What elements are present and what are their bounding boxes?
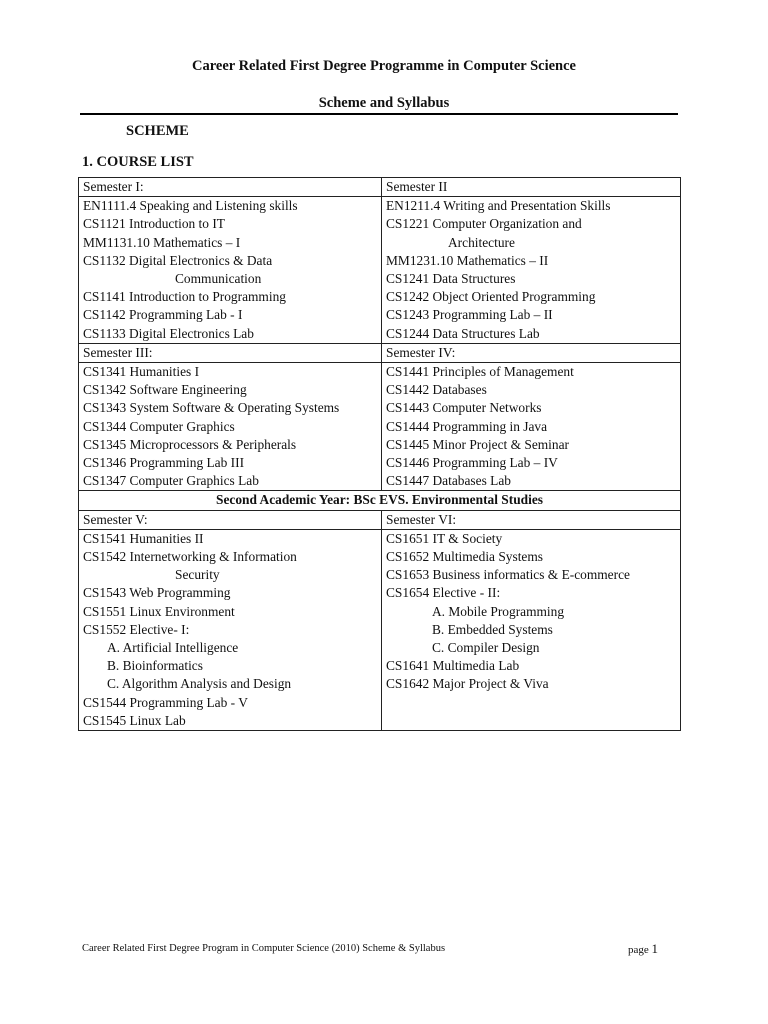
course-line: CS1343 System Software & Operating Systems — [83, 400, 340, 416]
course-line: CS1441 Principles of Management — [386, 364, 574, 380]
semester-heading-cell: Semester III: — [79, 343, 382, 362]
elective-option: C. Compiler Design — [432, 640, 540, 656]
document-subtitle: Scheme and Syllabus — [318, 95, 450, 111]
semester-heading-cell: Semester II — [382, 178, 681, 197]
semester-3-courses — [79, 363, 382, 491]
course-line: CS1542 Internetworking & Information — [83, 549, 297, 565]
semester-heading-cell: Semester VI: — [382, 510, 681, 529]
table-row — [79, 197, 681, 344]
course-line: CS1244 Data Structures Lab — [386, 325, 540, 341]
page-number-value: 1 — [651, 941, 659, 956]
course-line: CS1653 Business informatics & E-commerce — [386, 567, 630, 583]
footer-text: Career Related First Degree Program in Computer Science (2010) Scheme & Syllabus — [82, 943, 446, 954]
elective-option: A. Artificial Intelligence — [107, 640, 239, 656]
course-table — [78, 177, 681, 731]
table-row — [79, 529, 681, 730]
course-line: CS1241 Data Structures — [386, 271, 516, 287]
semester-heading-cell: Semester I: — [79, 178, 382, 197]
course-line: CS1447 Databases Lab — [386, 473, 511, 489]
academic-year-band: Second Academic Year: BSc EVS. Environmental Studies — [79, 491, 681, 510]
course-line: CS1651 IT & Society — [386, 530, 503, 546]
course-line: CS1346 Programming Lab III — [83, 455, 245, 471]
scheme-heading: SCHEME — [126, 123, 189, 139]
course-line: CS1446 Programming Lab – IV — [386, 455, 558, 471]
course-line: CS1541 Humanities II — [83, 530, 204, 546]
document-title: Career Related First Degree Programme in Computer Science — [192, 58, 576, 74]
course-line: CS1132 Digital Electronics & Data — [83, 252, 273, 268]
table-row — [79, 178, 681, 197]
elective-option: C. Algorithm Analysis and Design — [107, 676, 292, 692]
elective-option: B. Bioinformatics — [107, 658, 203, 674]
course-line: CS1347 Computer Graphics Lab — [83, 473, 259, 489]
header-rule — [80, 113, 678, 115]
course-line: CS1141 Introduction to Programming — [83, 289, 286, 305]
semester-4-courses — [382, 363, 681, 491]
table-row — [79, 510, 681, 529]
course-line: CS1243 Programming Lab – II — [386, 307, 553, 323]
course-line: MM1231.10 Mathematics – II — [386, 252, 549, 268]
semester-1-courses — [79, 197, 382, 344]
course-line: CS1545 Linux Lab — [83, 712, 186, 728]
course-line: CS1242 Object Oriented Programming — [386, 289, 596, 305]
course-line: CS1654 Elective - II: — [386, 585, 501, 601]
semester-6-courses — [382, 529, 681, 730]
table-row — [79, 343, 681, 362]
course-line: CS1344 Computer Graphics — [83, 418, 235, 434]
course-line: CS1342 Software Engineering — [83, 382, 247, 398]
course-line: EN1211.4 Writing and Presentation Skills — [386, 198, 611, 214]
course-list-heading: 1. COURSE LIST — [82, 154, 194, 170]
elective-option: A. Mobile Programming — [432, 603, 565, 619]
course-line: CS1443 Computer Networks — [386, 400, 542, 416]
course-line-continuation: Architecture — [448, 234, 515, 250]
course-line: EN1111.4 Speaking and Listening skills — [83, 198, 298, 214]
semester-heading-cell: Semester IV: — [382, 343, 681, 362]
page-label: page — [628, 944, 649, 956]
table-row — [79, 363, 681, 491]
course-line: CS1445 Minor Project & Seminar — [386, 436, 569, 452]
page-number — [628, 941, 658, 957]
course-line-continuation: Communication — [175, 271, 262, 287]
course-line: CS1552 Elective- I: — [83, 621, 190, 637]
elective-option: B. Embedded Systems — [432, 621, 553, 637]
course-line: CS1444 Programming in Java — [386, 418, 548, 434]
semester-5-courses — [79, 529, 382, 730]
course-line: MM1131.10 Mathematics – I — [83, 234, 241, 250]
course-line: CS1641 Multimedia Lab — [386, 658, 520, 674]
course-line: CS1341 Humanities I — [83, 364, 200, 380]
course-line: CS1142 Programming Lab - I — [83, 307, 243, 323]
course-line: CS1133 Digital Electronics Lab — [83, 325, 254, 341]
table-row — [79, 491, 681, 510]
course-line: CS1551 Linux Environment — [83, 603, 235, 619]
semester-2-courses — [382, 197, 681, 344]
course-line: CS1543 Web Programming — [83, 585, 231, 601]
course-line: CS1221 Computer Organization and — [386, 216, 582, 232]
course-line: CS1345 Microprocessors & Peripherals — [83, 436, 297, 452]
semester-heading-cell: Semester V: — [79, 510, 382, 529]
course-line: CS1642 Major Project & Viva — [386, 676, 549, 692]
course-line: CS1652 Multimedia Systems — [386, 549, 543, 565]
course-line: CS1442 Databases — [386, 382, 487, 398]
course-line: CS1544 Programming Lab - V — [83, 694, 248, 710]
course-line: CS1121 Introduction to IT — [83, 216, 225, 232]
course-line-continuation: Security — [175, 567, 220, 583]
